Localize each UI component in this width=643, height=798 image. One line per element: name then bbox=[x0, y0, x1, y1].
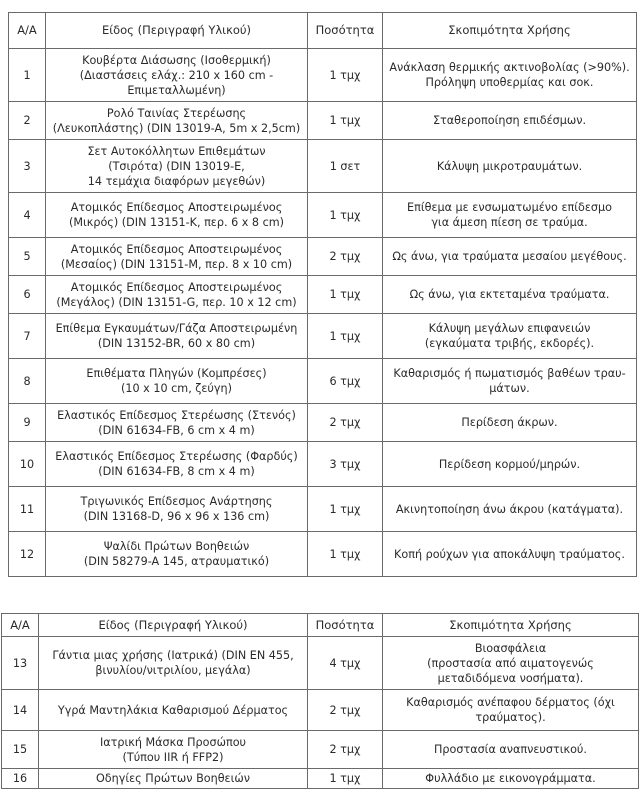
table-row bbox=[9, 102, 637, 140]
table-row bbox=[9, 359, 637, 404]
header-aa: Α/Α bbox=[2, 614, 39, 637]
table-row bbox=[9, 532, 637, 577]
cell-item: Υγρά Μαντηλάκια Καθαρισμού Δέρματος bbox=[39, 690, 308, 731]
header-qty: Ποσότητα bbox=[308, 13, 383, 49]
cell-purpose: Ως άνω, για εκτεταμένα τραύματα. bbox=[383, 276, 637, 314]
cell-purpose: Κάλυψη μικροτραυμάτων. bbox=[383, 140, 637, 193]
cell-purpose: Ακινητοποίηση άνω άκρου (κατάγματα). bbox=[383, 487, 637, 532]
cell-item: Ρολό Ταινίας Στερέωσης (Λευκοπλάστης) (DIN 13019-A, 5m x 2,5cm) bbox=[46, 102, 308, 140]
cell-purpose: Ανάκλαση θερμικής ακτινοβολίας (>90%). Πρόληψη υποθερμίας και σοκ. bbox=[383, 49, 637, 102]
cell-aa: 3 bbox=[9, 140, 46, 193]
cell-aa: 10 bbox=[9, 442, 46, 487]
cell-purpose: Κάλυψη μεγάλων επιφανειών (εγκαύματα τριβής, εκδορές). bbox=[383, 314, 637, 359]
cell-item: Επιθέματα Πληγών (Κομπρέσες) (10 x 10 cm, ζεύγη) bbox=[46, 359, 308, 404]
header-item: Είδος (Περιγραφή Υλικού) bbox=[39, 614, 308, 637]
cell-item: Ιατρική Μάσκα Προσώπου (Τύπου IIR ή FFP2) bbox=[39, 731, 308, 769]
cell-item: Ατομικός Επίδεσμος Αποστειρωμένος (Μεγάλος) (DIN 13151-G, περ. 10 x 12 cm) bbox=[46, 276, 308, 314]
cell-aa: 2 bbox=[9, 102, 46, 140]
cell-qty: 4 τμχ bbox=[308, 637, 383, 690]
table-row bbox=[9, 276, 637, 314]
cell-qty: 1 τμχ bbox=[308, 769, 383, 789]
cell-purpose: Προστασία αναπνευστικού. bbox=[383, 731, 639, 769]
table-row bbox=[9, 314, 637, 359]
table-row bbox=[2, 731, 639, 769]
cell-qty: 1 τμχ bbox=[308, 314, 383, 359]
cell-aa: 15 bbox=[2, 731, 39, 769]
table-row bbox=[2, 690, 639, 731]
table-header-row bbox=[9, 13, 637, 49]
cell-purpose: Καθαρισμός ανέπαφου δέρματος (όχι τραύματος). bbox=[383, 690, 639, 731]
cell-qty: 2 τμχ bbox=[308, 404, 383, 442]
cell-aa: 11 bbox=[9, 487, 46, 532]
cell-qty: 6 τμχ bbox=[308, 359, 383, 404]
cell-item: Γάντια μιας χρήσης (Ιατρικά) (DIN EN 455, βινυλίου/νιτριλίου, μεγάλα) bbox=[39, 637, 308, 690]
header-purpose: Σκοπιμότητα Χρήσης bbox=[383, 13, 637, 49]
cell-item: Ατομικός Επίδεσμος Αποστειρωμένος (Μεσαίος) (DIN 13151-M, περ. 8 x 10 cm) bbox=[46, 238, 308, 276]
table-1-body bbox=[9, 49, 637, 577]
table-row bbox=[2, 637, 639, 690]
table-header-row bbox=[2, 614, 639, 637]
header-item: Είδος (Περιγραφή Υλικού) bbox=[46, 13, 308, 49]
cell-aa: 9 bbox=[9, 404, 46, 442]
header-aa: Α/Α bbox=[9, 13, 46, 49]
table-row bbox=[9, 193, 637, 238]
cell-aa: 6 bbox=[9, 276, 46, 314]
cell-purpose: Ως άνω, για τραύματα μεσαίου μεγέθους. bbox=[383, 238, 637, 276]
cell-purpose: Κοπή ρούχων για αποκάλυψη τραύματος. bbox=[383, 532, 637, 577]
cell-item: Ελαστικός Επίδεσμος Στερέωσης (Φαρδύς) (DIN 61634-FB, 8 cm x 4 m) bbox=[46, 442, 308, 487]
cell-item: Ψαλίδι Πρώτων Βοηθειών (DIN 58279-A 145, ατραυματικό) bbox=[46, 532, 308, 577]
table-row bbox=[2, 769, 639, 789]
cell-purpose: Φυλλάδιο με εικονογράμματα. bbox=[383, 769, 639, 789]
cell-qty: 1 τμχ bbox=[308, 193, 383, 238]
cell-aa: 8 bbox=[9, 359, 46, 404]
cell-purpose: Καθαρισμός ή πωματισμός βαθέων τραυ- μάτων. bbox=[383, 359, 637, 404]
table-row bbox=[9, 487, 637, 532]
cell-item: Οδηγίες Πρώτων Βοηθειών bbox=[39, 769, 308, 789]
cell-item: Κουβέρτα Διάσωσης (Ισοθερμική) (Διαστάσεις ελάχ.: 210 x 160 cm - Επιμεταλλωμένη) bbox=[46, 49, 308, 102]
table-row bbox=[9, 49, 637, 102]
table-row bbox=[9, 404, 637, 442]
cell-purpose: Βιοασφάλεια (προστασία από αιματογενώς μεταδιδόμενα νοσήματα). bbox=[383, 637, 639, 690]
cell-aa: 14 bbox=[2, 690, 39, 731]
cell-qty: 1 σετ bbox=[308, 140, 383, 193]
cell-qty: 1 τμχ bbox=[308, 487, 383, 532]
cell-aa: 12 bbox=[9, 532, 46, 577]
cell-qty: 1 τμχ bbox=[308, 276, 383, 314]
header-qty: Ποσότητα bbox=[308, 614, 383, 637]
table-row bbox=[9, 238, 637, 276]
cell-qty: 1 τμχ bbox=[308, 532, 383, 577]
cell-item: Σετ Αυτοκόλλητων Επιθεμάτων (Τσιρότα) (DIN 13019-E, 14 τεμάχια διαφόρων μεγεθών) bbox=[46, 140, 308, 193]
table-row bbox=[9, 140, 637, 193]
cell-aa: 4 bbox=[9, 193, 46, 238]
cell-item: Ατομικός Επίδεσμος Αποστειρωμένος (Μικρός) (DIN 13151-K, περ. 6 x 8 cm) bbox=[46, 193, 308, 238]
cell-item: Επίθεμα Εγκαυμάτων/Γάζα Αποστειρωμένη (DIN 13152-BR, 60 x 80 cm) bbox=[46, 314, 308, 359]
cell-aa: 7 bbox=[9, 314, 46, 359]
cell-qty: 2 τμχ bbox=[308, 731, 383, 769]
cell-purpose: Περίδεση κορμού/μηρών. bbox=[383, 442, 637, 487]
cell-qty: 1 τμχ bbox=[308, 102, 383, 140]
cell-purpose: Σταθεροποίηση επιδέσμων. bbox=[383, 102, 637, 140]
cell-purpose: Επίθεμα με ενσωματωμένο επίδεσμο για άμεση πίεση σε τραύμα. bbox=[383, 193, 637, 238]
cell-item: Ελαστικός Επίδεσμος Στερέωσης (Στενός) (DIN 61634-FB, 6 cm x 4 m) bbox=[46, 404, 308, 442]
cell-qty: 2 τμχ bbox=[308, 690, 383, 731]
cell-qty: 1 τμχ bbox=[308, 49, 383, 102]
cell-item: Τριγωνικός Επίδεσμος Ανάρτησης (DIN 13168-D, 96 x 96 x 136 cm) bbox=[46, 487, 308, 532]
cell-aa: 13 bbox=[2, 637, 39, 690]
table-row bbox=[9, 442, 637, 487]
cell-qty: 2 τμχ bbox=[308, 238, 383, 276]
table-2-body bbox=[2, 637, 639, 789]
cell-purpose: Περίδεση άκρων. bbox=[383, 404, 637, 442]
cell-aa: 16 bbox=[2, 769, 39, 789]
cell-aa: 5 bbox=[9, 238, 46, 276]
header-purpose: Σκοπιμότητα Χρήσης bbox=[383, 614, 639, 637]
cell-qty: 3 τμχ bbox=[308, 442, 383, 487]
first-aid-table-1 bbox=[8, 12, 637, 577]
first-aid-table-2 bbox=[1, 613, 639, 789]
cell-aa: 1 bbox=[9, 49, 46, 102]
